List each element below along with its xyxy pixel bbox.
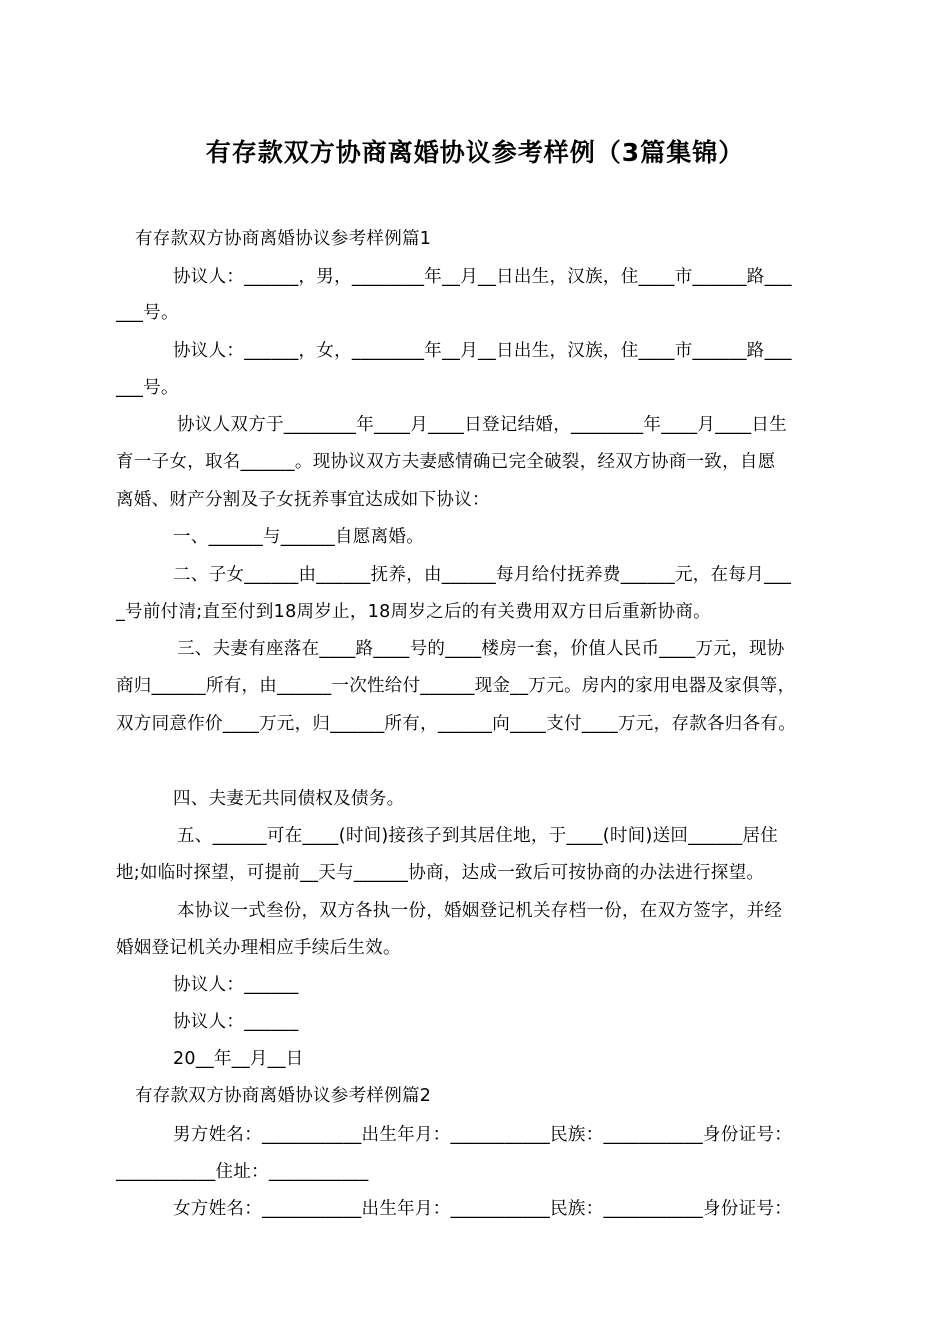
signature-line: 协议人：______ [173,1012,299,1032]
paragraph-line: 育一子女，取名______。现协议双方夫妻感情确已完全破裂，经双方协商一致，自愿 [116,452,776,472]
paragraph-line: 地;如临时探望，可提前__天与______协商，达成一致后可按协商的办法进行探望。 [116,863,765,883]
paragraph-line: 女方姓名：___________出生年月：___________民族：___________身份证号： [173,1199,793,1219]
paragraph-line: 三、夫妻有座落在____路____号的____楼房一套，价值人民币____万元，现协 [177,639,785,659]
paragraph-line: 商归______所有，由______一次性给付______现金__万元。房内的家用电器及家俱等， [116,676,796,696]
paragraph-line: _号前付清;直至付到18周岁止，18周岁之后的有关费用双方日后重新协商。 [116,602,711,622]
paragraph-line: ___号。 [116,378,179,398]
paragraph-line: ___号。 [116,303,179,323]
paragraph-line: 双方同意作价____万元，归______所有，______向____支付____万元，存款各归各有。 [116,714,796,734]
paragraph-line: 五、______可在____(时间)接孩子到其居住地，于____(时间)送回______居住 [177,826,779,846]
paragraph-line: 离婚、财产分割及子女抚养事宜达成如下协议： [116,490,490,510]
date-line: 20__年__月__日 [173,1049,304,1069]
paragraph-line: 本协议一式叁份，双方各执一份，婚姻登记机关存档一份，在双方签字，并经 [177,901,783,921]
paragraph-line: 协议人：______，男，________年__月__日出生，汉族，住____市______路___ [173,267,792,287]
section-heading: 有存款双方协商离婚协议参考样例篇1 [135,229,432,249]
paragraph-line: 四、夫妻无共同债权及债务。 [173,789,405,809]
signature-line: 协议人：______ [173,975,299,995]
paragraph-line: 协议人双方于________年____月____日登记结婚，________年____月____日生 [177,415,787,435]
paragraph-line: 协议人：______，女，________年__月__日出生，汉族，住____市______路___ [173,341,792,361]
paragraph-line: ___________住址：___________ [116,1162,369,1182]
paragraph-line: 二、子女______由______抚养，由______每月给付抚养费______元，在每月___ [173,565,792,585]
paragraph-line: 婚姻登记机关办理相应手续后生效。 [116,938,401,958]
section-heading: 有存款双方协商离婚协议参考样例篇2 [135,1086,432,1106]
paragraph-line: 男方姓名：___________出生年月：___________民族：___________身份证号： [173,1125,793,1145]
document-title: 有存款双方协商离婚协议参考样例（3篇集锦） [205,138,745,167]
paragraph-line: 一、______与______自愿离婚。 [173,527,424,547]
